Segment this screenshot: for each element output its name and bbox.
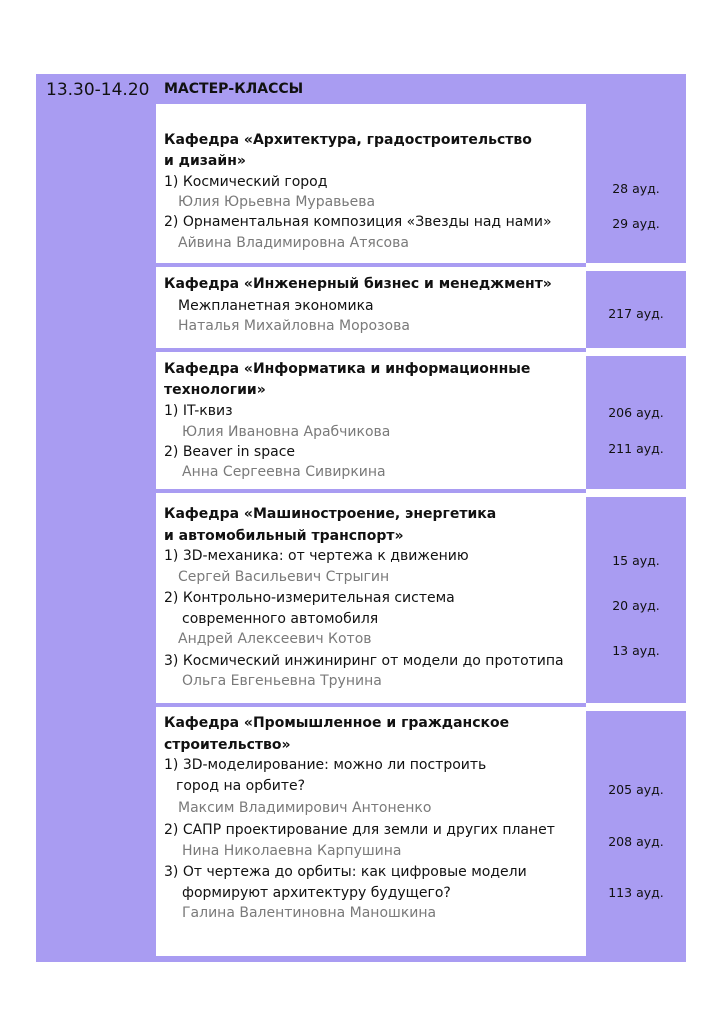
department-title: Кафедра «Информатика и информационные — [164, 361, 531, 377]
masterclass-title: 3) От чертежа до орбиты: как цифровые модели — [164, 864, 527, 880]
section-divider — [156, 348, 586, 352]
right-col-gap — [586, 348, 686, 356]
instructor-name: Максим Владимирович Антоненко — [178, 800, 432, 816]
room-number: 208 ауд. — [608, 834, 664, 849]
masterclass-title: 2) Контрольно-измерительная система — [164, 590, 455, 606]
masterclass-title: 1) Космический город — [164, 174, 328, 190]
room-number: 206 ауд. — [608, 405, 664, 420]
department-title: строительство» — [164, 737, 291, 753]
room-number: 15 ауд. — [612, 553, 660, 568]
section-divider — [156, 263, 586, 267]
masterclass-title-cont: город на орбите? — [176, 778, 306, 794]
room-number: 211 ауд. — [608, 441, 664, 456]
right-col-gap — [586, 703, 686, 711]
department-title: Кафедра «Машиностроение, энергетика — [164, 506, 497, 522]
department-title: технологии» — [164, 382, 266, 398]
masterclass-title: 1) 3D-моделирование: можно ли построить — [164, 757, 487, 773]
instructor-name: Андрей Алексеевич Котов — [178, 631, 372, 647]
masterclass-title-cont: современного автомобиля — [182, 611, 379, 627]
masterclass-title: 2) Орнаментальная композиция «Звезды над нами» — [164, 214, 552, 230]
section-divider — [156, 703, 586, 707]
masterclass-title-cont: формируют архитектуру будущего? — [182, 885, 451, 901]
section-title: МАСТЕР-КЛАССЫ — [164, 81, 304, 97]
instructor-name: Сергей Васильевич Стрыгин — [178, 569, 390, 585]
masterclass-title: 2) САПР проектирование для земли и других планет — [164, 822, 555, 838]
department-title: и дизайн» — [164, 153, 246, 169]
instructor-name: Юлия Ивановна Арабчикова — [182, 424, 391, 440]
instructor-name: Галина Валентиновна Маношкина — [182, 905, 437, 921]
room-number: 113 ауд. — [608, 885, 664, 900]
room-number: 20 ауд. — [612, 598, 660, 613]
room-number: 217 ауд. — [608, 306, 664, 321]
instructor-name: Анна Сергеевна Сивиркина — [182, 464, 386, 480]
instructor-name: Айвина Владимировна Атясова — [178, 235, 409, 251]
room-number: 28 ауд. — [612, 181, 660, 196]
instructor-name: Ольга Евгеньевна Трунина — [182, 673, 382, 689]
department-title: Кафедра «Архитектура, градостроительство — [164, 132, 532, 148]
masterclass-title: Межпланетная экономика — [178, 298, 374, 314]
masterclass-title: 3) Космический инжиниринг от модели до прототипа — [164, 653, 564, 669]
section-divider — [156, 489, 586, 493]
department-title: и автомобильный транспорт» — [164, 528, 404, 544]
room-number: 205 ауд. — [608, 782, 664, 797]
instructor-name: Нина Николаевна Карпушина — [182, 843, 402, 859]
time-slot: 13.30-14.20 — [46, 80, 150, 100]
masterclass-title: 2) Beaver in space — [164, 444, 296, 460]
room-number: 13 ауд. — [612, 643, 660, 658]
masterclass-title: 1) 3D-механика: от чертежа к движению — [164, 548, 469, 564]
department-title: Кафедра «Промышленное и гражданское — [164, 715, 510, 731]
right-col-gap — [586, 263, 686, 271]
masterclass-title: 1) IT-квиз — [164, 403, 233, 419]
room-number: 29 ауд. — [612, 216, 660, 231]
instructor-name: Юлия Юрьевна Муравьева — [178, 194, 376, 210]
instructor-name: Наталья Михайловна Морозова — [178, 318, 410, 334]
department-title: Кафедра «Инженерный бизнес и менеджмент» — [164, 276, 552, 292]
right-col-gap — [586, 489, 686, 497]
